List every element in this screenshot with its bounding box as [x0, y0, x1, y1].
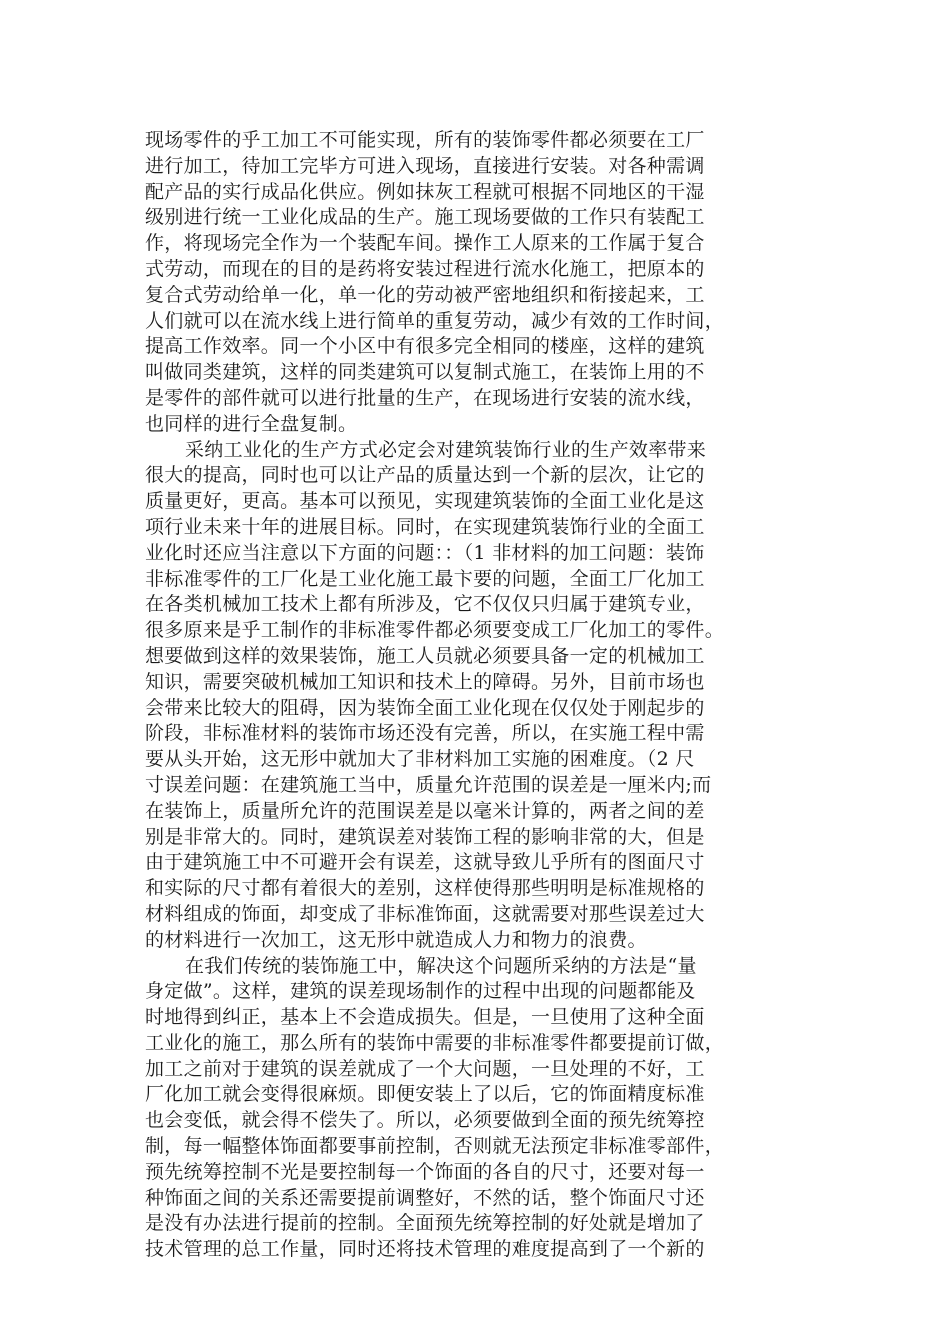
text-line: 要从头开始，这无形中就加大了非材料加工实施的困难度。（2 尺: [145, 748, 695, 771]
text-line: 时地得到纠正，基本上不会造成损失。但是，一旦使用了这种全面: [145, 1006, 705, 1029]
text-line: 技术管理的总工作量，同时还将技术管理的难度提高到了一个新的: [145, 1238, 705, 1261]
text-line: 提高工作效率。同一个小区中有很多完全相同的楼座，这样的建筑: [145, 335, 705, 358]
text-line: 很大的提高，同时也可以让产品的质量达到一个新的层次，让它的: [145, 464, 705, 487]
text-line: 现场零件的乎工加工不可能实现，所有的装饰零件都必须要在工厂: [145, 129, 705, 151]
text-line: 会带来比较大的阻碍，因为装饰全面工业化现在仅仅处于刚起步的: [145, 696, 705, 719]
text-line: 很多原来是乎工制作的非标准零件都必须要变成工厂化加工的零件。: [145, 619, 725, 642]
text-line: 寸误差问题：在建筑施工当中，质量允许范围的误差是一厘米内;而: [145, 773, 712, 796]
text-line: 复合式劳动给单一化，单一化的劳动被严密地组织和衔接起来，工: [145, 283, 705, 306]
text-line: 的材料进行一次加工，这无形中就造成人力和物力的浪费。: [145, 928, 647, 951]
text-line: 叫做同类建筑，这样的同类建筑可以复制式施工，在装饰上用的不: [145, 361, 705, 384]
text-line: 在装饰上，质量所允许的范围误差是以毫米计算的，两者之间的差: [145, 799, 705, 822]
text-line: 制，每一幅整体饰面都要事前控制，否则就无法预定非标准零部件，: [145, 1135, 725, 1158]
text-line: 也同样的进行全盘复制。: [145, 412, 358, 435]
text-line: 在各类机械加工技术上都有所涉及，它不仅仅只归属于建筑专业，: [145, 593, 705, 616]
text-line: 工业化的施工，那么所有的装饰中需要的非标准零件都要提前订做，: [145, 1031, 725, 1054]
text-line: 是零件的部件就可以进行批量的生产，在现场进行安装的流水线，: [145, 386, 705, 409]
text-line: 质量更好，更高。基本可以预见，实现建筑装饰的全面工业化是这: [145, 490, 705, 513]
body-text: [145, 128, 805, 1263]
text-line: 在我们传统的装饰施工中，解决这个问题所采纳的方法是“量: [185, 954, 697, 977]
text-line: 作，将现场完全作为一个装配车间。操作工人原来的工作属于复合: [145, 232, 705, 255]
text-line: 阶段，非标准材料的装饰市场还没有完善，所以，在实施工程中需: [145, 722, 705, 745]
text-line: 是没有办法进行提前的控制。全面预先统筹控制的好处就是增加了: [145, 1212, 705, 1235]
text-line: 进行加工，待加工完毕方可进入现场，直接进行安装。对各种需调: [145, 154, 705, 177]
text-line: 业化时还应当注意以下方面的问题：：（1 非材料的加工问题：装饰: [145, 541, 705, 564]
text-line: 和实际的尺寸都有着很大的差别，这样使得那些明明是标准规格的: [145, 877, 705, 900]
text-line: 别是非常大的。同时，建筑误差对装饰工程的影响非常的大，但是: [145, 825, 705, 848]
text-line: 身定做”。这样，建筑的误差现场制作的过程中出现的问题都能及: [145, 980, 696, 1003]
text-line: 知识，需要突破机械加工知识和技术上的障碍。另外，目前市场也: [145, 670, 705, 693]
text-line: 式劳动，而现在的目的是药将安装过程进行流水化施工，把原本的: [145, 257, 705, 280]
text-line: 级别进行统一工业化成品的生产。施工现场要做的工作只有装配工: [145, 206, 705, 229]
text-line: 采纳工业化的生产方式必定会对建筑装饰行业的生产效率带来: [185, 438, 707, 461]
text-line: 加工之前对于建筑的误差就成了一个大问题，一旦处理的不好，工: [145, 1057, 705, 1080]
text-line: 厂化加工就会变得很麻烦。即便安装上了以后，它的饰面精度标准: [145, 1083, 705, 1106]
text-line: 非标准零件的工厂化是工业化施工最卞要的问题，全面工厂化加工: [145, 567, 705, 590]
text-line: 种饰面之间的关系还需要提前调整好，不然的话，整个饰面尺寸还: [145, 1186, 705, 1209]
text-line: 想要做到这样的效果装饰，施工人员就必须要具备一定的机械加工: [145, 644, 705, 667]
text-line: 配产品的实行成品化供应。例如抹灰工程就可根据不同地区的干湿: [145, 180, 705, 203]
text-line: 人们就可以在流水线上进行简单的重复劳动，减少有效的工作时间，: [145, 309, 725, 332]
text-line: 材料组成的饰面，却变成了非标准饰面，这就需要对那些误差过大: [145, 902, 705, 925]
text-line: 也会变低，就会得不偿失了。所以，必须要做到全面的预先统筹控: [145, 1109, 705, 1132]
text-line: 预先统筹控制不光是要控制每一个饰面的各自的尺寸，还要对每一: [145, 1160, 705, 1183]
text-line: 由于建筑施工中不可避开会有误差，这就导致儿乎所有的图面尺寸: [145, 851, 705, 874]
text-line: 项行业未来十年的进展目标。同时，在实现建筑装饰行业的全面工: [145, 515, 705, 538]
